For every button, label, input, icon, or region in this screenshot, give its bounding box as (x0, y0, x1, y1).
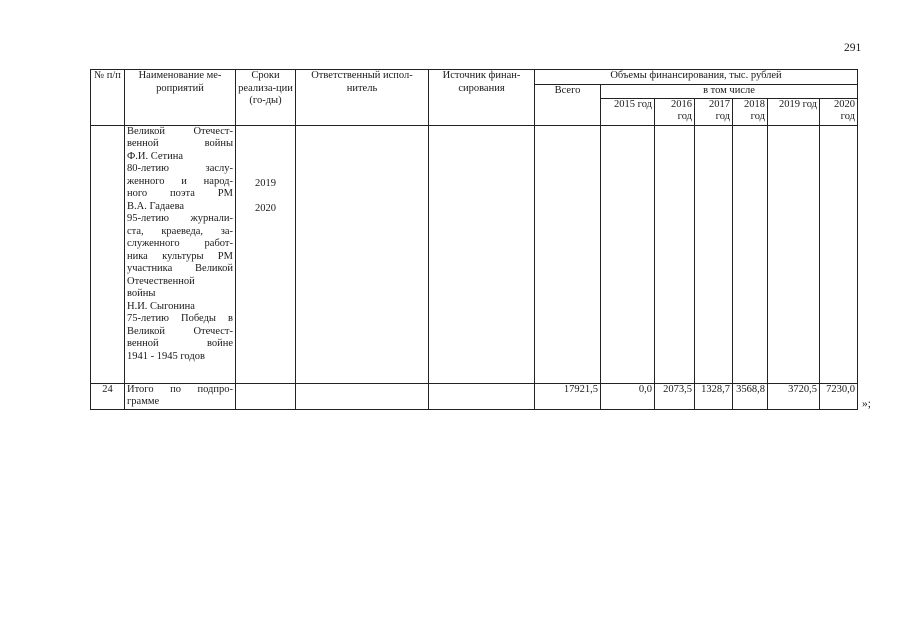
total-num: 24 (91, 383, 125, 409)
name-line: служенного работ- (127, 238, 233, 249)
header-year-2015: 2015 год (601, 98, 655, 125)
name-line: 80-летию заслу- (127, 163, 233, 174)
total-2018: 3568,8 (733, 383, 768, 409)
body-2019 (768, 125, 820, 383)
name-line: Великой Отечест- (127, 125, 233, 137)
total-source (429, 383, 535, 409)
total-responsible (296, 383, 429, 409)
total-terms (236, 383, 296, 409)
header-year-2020: 2020 год (820, 98, 858, 125)
body-2017 (695, 125, 733, 383)
name-line: женного и народ- (127, 175, 233, 187)
header-terms: Сроки реализа-ции (го-ды) (236, 70, 296, 126)
name-line: Отечественной (127, 275, 195, 287)
body-total (535, 125, 601, 383)
name-line: войны (127, 288, 156, 299)
total-2015: 0,0 (601, 383, 655, 409)
term-year: 2020 (255, 203, 276, 214)
total-row (91, 383, 858, 409)
total-name: Итого по подпро-грамме (125, 383, 236, 409)
name-line: 75-летию Победы в (127, 313, 233, 324)
body-2018 (733, 125, 768, 383)
total-all: 17921,5 (535, 383, 601, 409)
body-num (91, 125, 125, 383)
total-2017: 1328,7 (695, 383, 733, 409)
name-line: Н.И. Сыгонина (127, 300, 195, 312)
term-year: 2019 (255, 177, 276, 189)
header-source: Источник финан-сирования (429, 70, 535, 126)
header-total: Всего (535, 85, 601, 126)
name-line: 95-летию журнали- (127, 213, 233, 224)
header-year-2017: 2017 год (695, 98, 733, 125)
header-responsible: Ответственный испол-нитель (296, 70, 429, 126)
page-number: 291 (844, 42, 862, 54)
header-volumes: Объемы финансирования, тыс. рублей (535, 70, 858, 85)
closing-quote-mark: »; (862, 398, 871, 410)
name-line: 1941 - 1945 годов (127, 350, 205, 362)
body-2016 (655, 125, 695, 383)
name-line: ста, краеведа, за- (127, 225, 233, 237)
body-responsible (296, 125, 429, 383)
name-line: В.А. Гадаева (127, 200, 185, 212)
financing-table (90, 69, 858, 410)
header-year-2018: 2018 год (733, 98, 768, 125)
header-num: № п/п (91, 70, 125, 126)
header-name: Наименование ме-роприятий (125, 70, 236, 126)
body-name (125, 125, 236, 383)
body-2020 (820, 125, 858, 383)
header-year-2016: 2016 год (655, 98, 695, 125)
name-line: ного поэта РМ (127, 188, 233, 199)
body-source (429, 125, 535, 383)
total-2016: 2073,5 (655, 383, 695, 409)
name-line: Великой Отечест- (127, 325, 233, 337)
total-2019: 3720,5 (768, 383, 820, 409)
header-year-2019: 2019 год (768, 98, 820, 125)
name-line: венной войны (127, 138, 233, 149)
name-line: венной войне (127, 338, 233, 349)
body-terms (236, 125, 296, 383)
table-row (91, 125, 858, 383)
body-2015 (601, 125, 655, 383)
total-2020: 7230,0 (820, 383, 858, 409)
name-line: Ф.И. Сетина (127, 150, 184, 162)
header-including: в том числе (601, 85, 858, 99)
name-line: участника Великой (127, 263, 233, 274)
name-line: ника культуры РМ (127, 250, 233, 262)
